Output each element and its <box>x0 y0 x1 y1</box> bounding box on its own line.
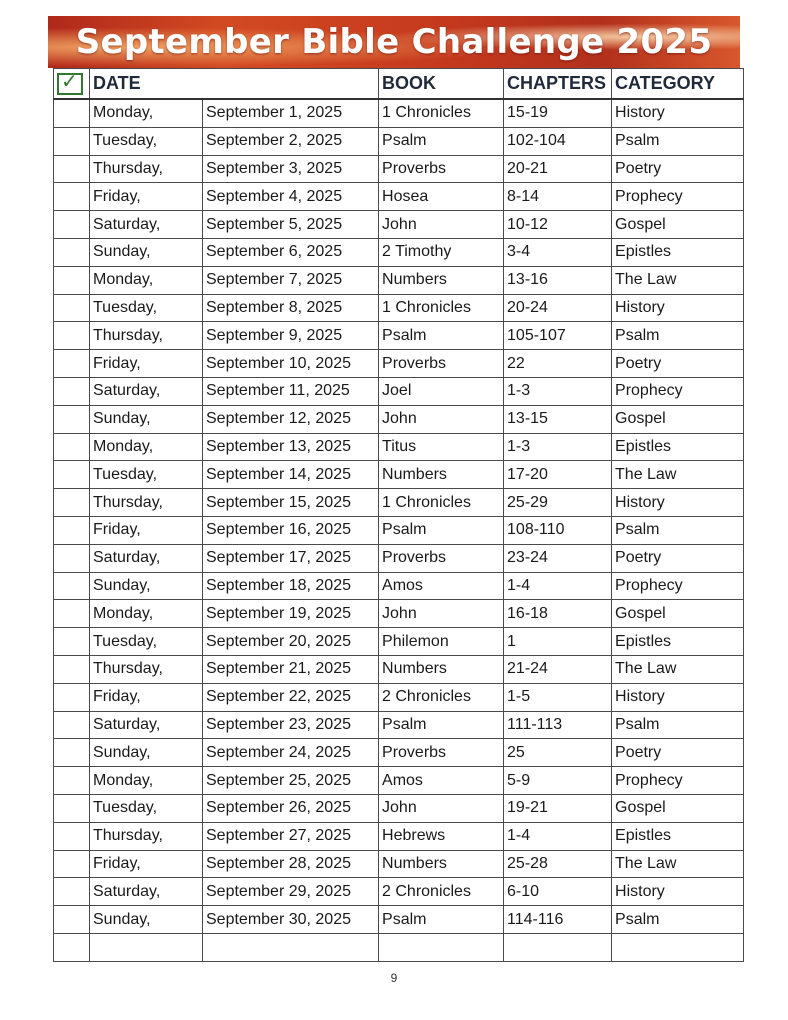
checkbox-header <box>54 69 90 100</box>
date-cell: September 1, 2025 <box>203 99 379 127</box>
category-cell: Prophecy <box>612 767 744 795</box>
chapters-cell: 25 <box>504 739 612 767</box>
table-row <box>54 155 744 183</box>
checkbox-cell[interactable] <box>54 433 90 461</box>
book-cell: John <box>379 600 504 628</box>
day-cell: Thursday, <box>90 822 203 850</box>
chapters-cell: 111-113 <box>504 711 612 739</box>
title-banner <box>48 16 740 68</box>
day-cell: Monday, <box>90 767 203 795</box>
checkbox-cell[interactable] <box>54 127 90 155</box>
chapters-cell: 1-4 <box>504 822 612 850</box>
chapters-cell: 13-16 <box>504 266 612 294</box>
book-cell: Psalm <box>379 127 504 155</box>
checkbox-cell[interactable] <box>54 572 90 600</box>
checkmark-icon: ✓ <box>57 73 83 95</box>
day-cell: Sunday, <box>90 739 203 767</box>
category-cell: History <box>612 683 744 711</box>
day-cell <box>90 933 203 961</box>
table-row <box>54 127 744 155</box>
category-cell: The Law <box>612 655 744 683</box>
day-cell: Monday, <box>90 266 203 294</box>
category-cell: History <box>612 878 744 906</box>
date-cell: September 10, 2025 <box>203 350 379 378</box>
category-cell <box>612 933 744 961</box>
chapters-cell: 8-14 <box>504 183 612 211</box>
day-cell: Friday, <box>90 183 203 211</box>
chapters-cell: 3-4 <box>504 238 612 266</box>
day-cell: Thursday, <box>90 655 203 683</box>
chapters-cell: 25-29 <box>504 489 612 517</box>
chapters-cell: 20-21 <box>504 155 612 183</box>
book-cell: Psalm <box>379 711 504 739</box>
table-row <box>54 489 744 517</box>
table-row <box>54 99 744 127</box>
table-row <box>54 516 744 544</box>
checkbox-cell[interactable] <box>54 767 90 795</box>
checkbox-cell[interactable] <box>54 322 90 350</box>
category-cell: Epistles <box>612 433 744 461</box>
chapters-cell: 13-15 <box>504 405 612 433</box>
book-cell: Numbers <box>379 266 504 294</box>
category-cell: Psalm <box>612 516 744 544</box>
table-row <box>54 683 744 711</box>
chapters-cell: 114-116 <box>504 906 612 934</box>
chapters-cell: 23-24 <box>504 544 612 572</box>
day-cell: Thursday, <box>90 489 203 517</box>
checkbox-cell[interactable] <box>54 461 90 489</box>
day-cell: Tuesday, <box>90 461 203 489</box>
date-cell: September 3, 2025 <box>203 155 379 183</box>
category-cell: Prophecy <box>612 572 744 600</box>
table-row <box>54 544 744 572</box>
day-cell: Saturday, <box>90 377 203 405</box>
checkbox-cell[interactable] <box>54 266 90 294</box>
book-cell: 1 Chronicles <box>379 489 504 517</box>
empty-row <box>54 933 744 961</box>
chapters-cell: 1-3 <box>504 377 612 405</box>
date-cell: September 5, 2025 <box>203 211 379 239</box>
date-cell: September 19, 2025 <box>203 600 379 628</box>
checkbox-cell[interactable] <box>54 822 90 850</box>
category-cell: Epistles <box>612 238 744 266</box>
chapters-cell: 1 <box>504 628 612 656</box>
chapters-cell: 19-21 <box>504 794 612 822</box>
chapters-cell: 102-104 <box>504 127 612 155</box>
checkbox-cell[interactable] <box>54 294 90 322</box>
checkbox-cell[interactable] <box>54 99 90 127</box>
book-cell: Numbers <box>379 850 504 878</box>
checkbox-cell[interactable] <box>54 933 90 961</box>
table-row <box>54 377 744 405</box>
day-cell: Friday, <box>90 516 203 544</box>
checkbox-cell[interactable] <box>54 516 90 544</box>
day-cell: Tuesday, <box>90 794 203 822</box>
category-cell: Prophecy <box>612 377 744 405</box>
category-cell: Epistles <box>612 628 744 656</box>
checkbox-cell[interactable] <box>54 655 90 683</box>
book-cell: Amos <box>379 767 504 795</box>
checkbox-cell[interactable] <box>54 739 90 767</box>
table-row <box>54 739 744 767</box>
checkbox-cell[interactable] <box>54 711 90 739</box>
table-row <box>54 350 744 378</box>
checkbox-cell[interactable] <box>54 377 90 405</box>
table-row <box>54 461 744 489</box>
category-cell: The Law <box>612 461 744 489</box>
category-cell: History <box>612 99 744 127</box>
book-cell: 1 Chronicles <box>379 294 504 322</box>
date-cell: September 24, 2025 <box>203 739 379 767</box>
table-row <box>54 572 744 600</box>
reading-schedule-table <box>53 68 744 962</box>
book-cell: Psalm <box>379 322 504 350</box>
table-row <box>54 600 744 628</box>
date-cell <box>203 933 379 961</box>
date-cell: September 15, 2025 <box>203 489 379 517</box>
book-cell: 1 Chronicles <box>379 99 504 127</box>
category-cell: Gospel <box>612 211 744 239</box>
day-cell: Sunday, <box>90 906 203 934</box>
category-cell: Psalm <box>612 127 744 155</box>
date-cell: September 17, 2025 <box>203 544 379 572</box>
category-cell: The Law <box>612 850 744 878</box>
checkbox-cell[interactable] <box>54 405 90 433</box>
chapters-cell: 25-28 <box>504 850 612 878</box>
chapters-cell: 6-10 <box>504 878 612 906</box>
book-cell: Philemon <box>379 628 504 656</box>
category-cell: Gospel <box>612 600 744 628</box>
checkbox-cell[interactable] <box>54 683 90 711</box>
day-cell: Monday, <box>90 600 203 628</box>
day-cell: Friday, <box>90 683 203 711</box>
date-cell: September 16, 2025 <box>203 516 379 544</box>
date-cell: September 29, 2025 <box>203 878 379 906</box>
book-cell: Proverbs <box>379 739 504 767</box>
book-cell: Amos <box>379 572 504 600</box>
date-cell: September 25, 2025 <box>203 767 379 795</box>
category-cell: Epistles <box>612 822 744 850</box>
chapters-cell: 1-3 <box>504 433 612 461</box>
page-number: 9 <box>390 971 398 985</box>
table-row <box>54 294 744 322</box>
page-title: September Bible Challenge 2025 <box>75 22 713 62</box>
chapters-cell <box>504 933 612 961</box>
category-cell: History <box>612 489 744 517</box>
book-cell: Proverbs <box>379 350 504 378</box>
book-cell: John <box>379 794 504 822</box>
chapters-cell: 105-107 <box>504 322 612 350</box>
table-row <box>54 266 744 294</box>
date-cell: September 14, 2025 <box>203 461 379 489</box>
book-cell: Proverbs <box>379 544 504 572</box>
date-cell: September 27, 2025 <box>203 822 379 850</box>
book-cell: Hosea <box>379 183 504 211</box>
chapters-cell: 15-19 <box>504 99 612 127</box>
chapters-cell: 10-12 <box>504 211 612 239</box>
table-row <box>54 433 744 461</box>
day-cell: Saturday, <box>90 711 203 739</box>
date-cell: September 18, 2025 <box>203 572 379 600</box>
chapters-cell: 5-9 <box>504 767 612 795</box>
chapters-cell: 20-24 <box>504 294 612 322</box>
day-cell: Sunday, <box>90 405 203 433</box>
table-row <box>54 322 744 350</box>
day-cell: Friday, <box>90 350 203 378</box>
table-row <box>54 211 744 239</box>
date-cell: September 7, 2025 <box>203 266 379 294</box>
table-row <box>54 405 744 433</box>
book-cell: Psalm <box>379 516 504 544</box>
chapters-cell: 21-24 <box>504 655 612 683</box>
day-cell: Sunday, <box>90 238 203 266</box>
table-row <box>54 767 744 795</box>
date-cell: September 9, 2025 <box>203 322 379 350</box>
checkbox-cell[interactable] <box>54 600 90 628</box>
date-cell: September 26, 2025 <box>203 794 379 822</box>
table-row <box>54 183 744 211</box>
chapters-cell: 1-5 <box>504 683 612 711</box>
checkbox-cell[interactable] <box>54 906 90 934</box>
category-cell: Poetry <box>612 350 744 378</box>
table-row <box>54 794 744 822</box>
checkbox-cell[interactable] <box>54 155 90 183</box>
day-cell: Thursday, <box>90 322 203 350</box>
day-cell: Monday, <box>90 433 203 461</box>
day-cell: Thursday, <box>90 155 203 183</box>
day-cell: Tuesday, <box>90 628 203 656</box>
book-cell: Numbers <box>379 461 504 489</box>
book-cell: Titus <box>379 433 504 461</box>
day-cell: Tuesday, <box>90 127 203 155</box>
chapters-cell: 108-110 <box>504 516 612 544</box>
date-cell: September 28, 2025 <box>203 850 379 878</box>
table-row <box>54 655 744 683</box>
date-cell: September 30, 2025 <box>203 906 379 934</box>
book-header: BOOK <box>379 69 504 100</box>
book-cell: 2 Chronicles <box>379 683 504 711</box>
category-header: CATEGORY <box>612 69 744 100</box>
category-cell: Gospel <box>612 794 744 822</box>
date-cell: September 23, 2025 <box>203 711 379 739</box>
date-cell: September 2, 2025 <box>203 127 379 155</box>
category-cell: Poetry <box>612 544 744 572</box>
book-cell: Numbers <box>379 655 504 683</box>
date-cell: September 13, 2025 <box>203 433 379 461</box>
book-cell: Psalm <box>379 906 504 934</box>
category-cell: Prophecy <box>612 183 744 211</box>
table-row <box>54 628 744 656</box>
table-row <box>54 850 744 878</box>
table-row <box>54 711 744 739</box>
category-cell: Poetry <box>612 155 744 183</box>
chapters-cell: 16-18 <box>504 600 612 628</box>
checkbox-cell[interactable] <box>54 489 90 517</box>
book-cell: John <box>379 211 504 239</box>
book-cell <box>379 933 504 961</box>
book-cell: Joel <box>379 377 504 405</box>
checkbox-cell[interactable] <box>54 238 90 266</box>
chapters-cell: 17-20 <box>504 461 612 489</box>
category-cell: History <box>612 294 744 322</box>
checkbox-cell[interactable] <box>54 628 90 656</box>
date-cell: September 12, 2025 <box>203 405 379 433</box>
checkbox-cell[interactable] <box>54 183 90 211</box>
day-cell: Saturday, <box>90 211 203 239</box>
category-cell: Gospel <box>612 405 744 433</box>
table-header-row <box>54 69 744 100</box>
date-cell: September 21, 2025 <box>203 655 379 683</box>
date-cell: September 4, 2025 <box>203 183 379 211</box>
book-cell: Proverbs <box>379 155 504 183</box>
book-cell: Hebrews <box>379 822 504 850</box>
checkbox-cell[interactable] <box>54 350 90 378</box>
date-header: DATE <box>90 69 379 100</box>
category-cell: Psalm <box>612 711 744 739</box>
table-row <box>54 238 744 266</box>
checkbox-cell[interactable] <box>54 211 90 239</box>
category-cell: The Law <box>612 266 744 294</box>
table-row <box>54 878 744 906</box>
date-cell: September 11, 2025 <box>203 377 379 405</box>
day-cell: Friday, <box>90 850 203 878</box>
book-cell: 2 Timothy <box>379 238 504 266</box>
day-cell: Saturday, <box>90 878 203 906</box>
date-cell: September 6, 2025 <box>203 238 379 266</box>
category-cell: Poetry <box>612 739 744 767</box>
book-cell: John <box>379 405 504 433</box>
checkbox-cell[interactable] <box>54 850 90 878</box>
date-cell: September 22, 2025 <box>203 683 379 711</box>
date-cell: September 8, 2025 <box>203 294 379 322</box>
day-cell: Monday, <box>90 99 203 127</box>
chapters-cell: 1-4 <box>504 572 612 600</box>
checkbox-cell[interactable] <box>54 544 90 572</box>
checkbox-cell[interactable] <box>54 794 90 822</box>
chapters-header: CHAPTERS <box>504 69 612 100</box>
chapters-cell: 22 <box>504 350 612 378</box>
day-cell: Sunday, <box>90 572 203 600</box>
table-row <box>54 906 744 934</box>
table-row <box>54 822 744 850</box>
book-cell: 2 Chronicles <box>379 878 504 906</box>
day-cell: Tuesday, <box>90 294 203 322</box>
checkbox-cell[interactable] <box>54 878 90 906</box>
day-cell: Saturday, <box>90 544 203 572</box>
category-cell: Psalm <box>612 906 744 934</box>
category-cell: Psalm <box>612 322 744 350</box>
date-cell: September 20, 2025 <box>203 628 379 656</box>
